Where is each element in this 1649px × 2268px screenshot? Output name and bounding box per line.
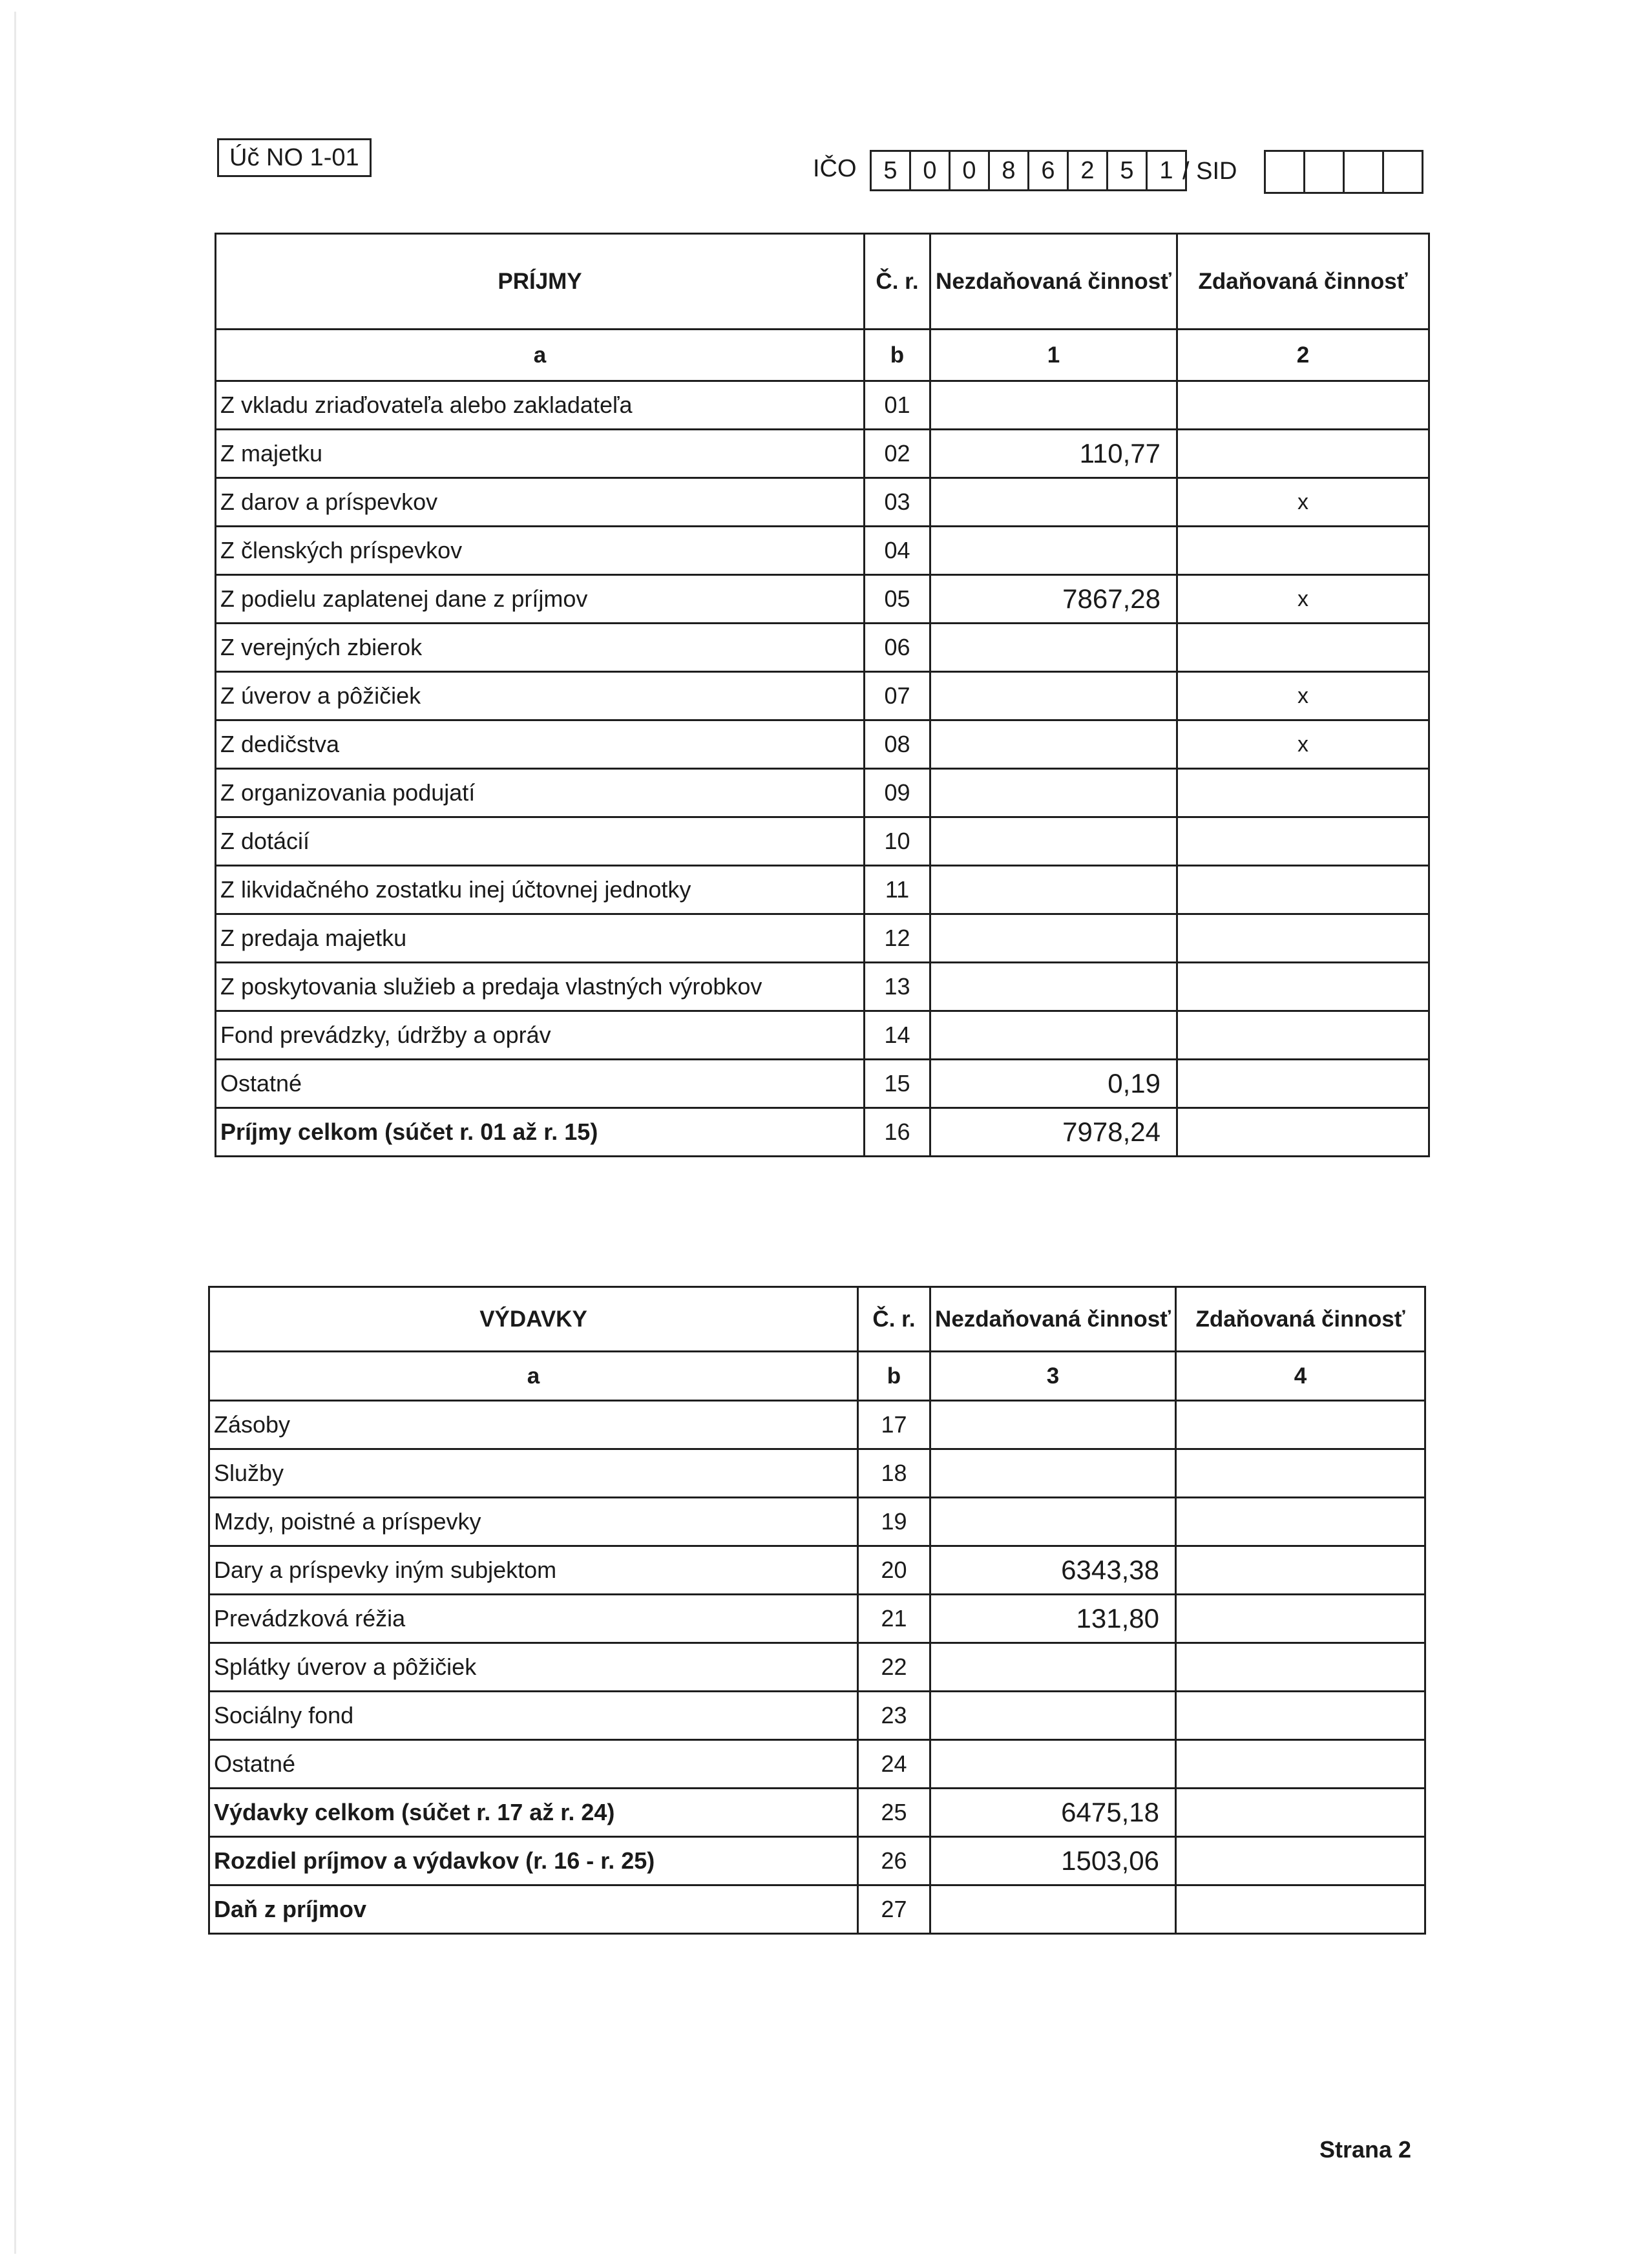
sub-col-b: b <box>865 330 930 381</box>
row-number-header: Č. r. <box>858 1287 930 1352</box>
row-label: Z podielu zaplatenej dane z príjmov <box>216 575 865 624</box>
sub-col-b: b <box>858 1352 930 1401</box>
page-edge <box>14 12 16 2254</box>
table-row <box>209 1546 1425 1595</box>
table-row <box>209 1401 1425 1449</box>
nezdanovana-value[interactable]: 110,77 <box>930 430 1177 478</box>
ico-digit[interactable]: 0 <box>951 152 990 189</box>
row-label: Splátky úverov a pôžičiek <box>209 1643 858 1692</box>
sub-col-3: 3 <box>930 1352 1176 1401</box>
row-number: 02 <box>865 430 930 478</box>
sub-col-2: 2 <box>1177 330 1429 381</box>
table-row <box>216 478 1429 527</box>
prijmy-title: PRÍJMY <box>216 234 865 330</box>
table-row <box>216 672 1429 720</box>
row-label: Z predaja majetku <box>216 914 865 963</box>
zdanovana-value[interactable] <box>1177 1011 1429 1060</box>
nezdanovana-header: Nezdaňovaná činnosť <box>930 234 1177 330</box>
row-number: 07 <box>865 672 930 720</box>
sid-box[interactable] <box>1305 152 1345 192</box>
nezdanovana-value[interactable] <box>930 478 1177 527</box>
ico-digit-boxes <box>870 150 1187 191</box>
vydavky-header-row <box>209 1287 1425 1352</box>
table-row <box>216 430 1429 478</box>
zdanovana-value[interactable] <box>1176 1449 1425 1498</box>
zdanovana-value[interactable] <box>1177 963 1429 1011</box>
row-label: Ostatné <box>209 1740 858 1789</box>
table-row <box>216 624 1429 672</box>
row-number: 13 <box>865 963 930 1011</box>
row-number: 22 <box>858 1643 930 1692</box>
row-label: Fond prevádzky, údržby a opráv <box>216 1011 865 1060</box>
zdanovana-value[interactable] <box>1177 866 1429 914</box>
row-label: Daň z príjmov <box>209 1885 858 1934</box>
row-number: 09 <box>865 769 930 817</box>
table-row <box>216 914 1429 963</box>
nezdanovana-value[interactable]: 131,80 <box>930 1595 1176 1643</box>
zdanovana-value[interactable] <box>1177 1060 1429 1108</box>
sub-col-1: 1 <box>930 330 1177 381</box>
zdanovana-value[interactable] <box>1177 817 1429 866</box>
form-code: Úč NO 1-01 <box>217 138 372 177</box>
table-row <box>216 720 1429 769</box>
nezdanovana-value[interactable] <box>930 1449 1176 1498</box>
nezdanovana-value[interactable]: 1503,06 <box>930 1837 1176 1885</box>
zdanovana-value[interactable] <box>1176 1740 1425 1789</box>
nezdanovana-value[interactable] <box>930 1692 1176 1740</box>
zdanovana-value[interactable] <box>1176 1692 1425 1740</box>
nezdanovana-value[interactable] <box>930 381 1177 430</box>
ico-label: IČO <box>813 155 857 182</box>
zdanovana-value[interactable]: x <box>1177 478 1429 527</box>
vydavky-table <box>208 1286 1426 1935</box>
sid-box[interactable] <box>1345 152 1384 192</box>
nezdanovana-value[interactable]: 7867,28 <box>930 575 1177 624</box>
row-number: 27 <box>858 1885 930 1934</box>
sub-col-a: a <box>209 1352 858 1401</box>
nezdanovana-value[interactable] <box>930 914 1177 963</box>
table-row <box>216 527 1429 575</box>
row-number: 11 <box>865 866 930 914</box>
row-label: Z poskytovania služieb a predaja vlastných výrobkov <box>216 963 865 1011</box>
row-label: Z úverov a pôžičiek <box>216 672 865 720</box>
zdanovana-value[interactable] <box>1177 769 1429 817</box>
ico-digit[interactable]: 5 <box>1108 152 1148 189</box>
row-number: 23 <box>858 1692 930 1740</box>
ico-digit[interactable]: 0 <box>911 152 951 189</box>
zdanovana-header: Zdaňovaná činnosť <box>1176 1287 1425 1352</box>
table-row <box>209 1740 1425 1789</box>
row-number: 24 <box>858 1740 930 1789</box>
zdanovana-value[interactable] <box>1176 1885 1425 1934</box>
row-number: 10 <box>865 817 930 866</box>
zdanovana-value[interactable] <box>1176 1401 1425 1449</box>
table-row <box>209 1643 1425 1692</box>
zdanovana-value[interactable] <box>1177 430 1429 478</box>
row-label: Z darov a príspevkov <box>216 478 865 527</box>
row-number: 19 <box>858 1498 930 1546</box>
zdanovana-value[interactable]: x <box>1177 720 1429 769</box>
ico-digit[interactable]: 5 <box>872 152 911 189</box>
zdanovana-value[interactable] <box>1177 624 1429 672</box>
vydavky-subheader-row <box>209 1352 1425 1401</box>
row-label: Sociálny fond <box>209 1692 858 1740</box>
nezdanovana-value[interactable]: 6475,18 <box>930 1789 1176 1837</box>
sub-col-a: a <box>216 330 865 381</box>
sid-box[interactable] <box>1266 152 1305 192</box>
row-label: Z majetku <box>216 430 865 478</box>
row-label: Služby <box>209 1449 858 1498</box>
row-label: Z verejných zbierok <box>216 624 865 672</box>
zdanovana-value[interactable]: x <box>1177 575 1429 624</box>
nezdanovana-value[interactable] <box>930 527 1177 575</box>
row-number: 12 <box>865 914 930 963</box>
zdanovana-value[interactable] <box>1177 1108 1429 1157</box>
zdanovana-value[interactable] <box>1177 914 1429 963</box>
row-label: Z vkladu zriaďovateľa alebo zakladateľa <box>216 381 865 430</box>
row-number: 08 <box>865 720 930 769</box>
row-number: 04 <box>865 527 930 575</box>
zdanovana-value[interactable] <box>1177 381 1429 430</box>
row-number: 06 <box>865 624 930 672</box>
row-label: Mzdy, poistné a príspevky <box>209 1498 858 1546</box>
row-number: 01 <box>865 381 930 430</box>
zdanovana-value[interactable] <box>1176 1546 1425 1595</box>
zdanovana-value[interactable] <box>1176 1643 1425 1692</box>
table-row <box>216 1060 1429 1108</box>
nezdanovana-value[interactable] <box>930 1401 1176 1449</box>
row-number: 25 <box>858 1789 930 1837</box>
row-number: 16 <box>865 1108 930 1157</box>
ico-digit[interactable]: 1 <box>1159 157 1173 184</box>
nezdanovana-value[interactable] <box>930 1740 1176 1789</box>
table-row <box>209 1595 1425 1643</box>
row-label: Dary a príspevky iným subjektom <box>209 1546 858 1595</box>
ico-digit[interactable]: 6 <box>1029 152 1069 189</box>
page-number: Strana 2 <box>1319 2136 1412 2163</box>
table-row <box>216 575 1429 624</box>
table-row <box>216 769 1429 817</box>
row-number: 26 <box>858 1837 930 1885</box>
table-row <box>216 381 1429 430</box>
sid-label: / SID <box>1182 158 1237 185</box>
row-number: 15 <box>865 1060 930 1108</box>
row-number: 21 <box>858 1595 930 1643</box>
table-row <box>209 1789 1425 1837</box>
table-row <box>209 1449 1425 1498</box>
row-label: Z dotácií <box>216 817 865 866</box>
prijmy-header-row <box>216 234 1429 330</box>
zdanovana-value[interactable] <box>1177 527 1429 575</box>
table-row <box>216 817 1429 866</box>
nezdanovana-value[interactable] <box>930 1643 1176 1692</box>
nezdanovana-value[interactable]: 6343,38 <box>930 1546 1176 1595</box>
nezdanovana-value[interactable] <box>930 963 1177 1011</box>
row-label: Z dedičstva <box>216 720 865 769</box>
row-label: Prevádzková réžia <box>209 1595 858 1643</box>
vydavky-title: VÝDAVKY <box>209 1287 858 1352</box>
nezdanovana-value[interactable]: 0,19 <box>930 1060 1177 1108</box>
zdanovana-header: Zdaňovaná činnosť <box>1177 234 1429 330</box>
row-number-header: Č. r. <box>865 234 930 330</box>
row-label: Výdavky celkom (súčet r. 17 až r. 24) <box>209 1789 858 1837</box>
nezdanovana-value[interactable] <box>930 769 1177 817</box>
table-row <box>216 1011 1429 1060</box>
row-number: 20 <box>858 1546 930 1595</box>
sid-boxes <box>1264 150 1423 194</box>
nezdanovana-value[interactable] <box>930 672 1177 720</box>
row-number: 03 <box>865 478 930 527</box>
prijmy-subheader-row <box>216 330 1429 381</box>
nezdanovana-value[interactable] <box>930 1011 1177 1060</box>
sub-col-4: 4 <box>1176 1352 1425 1401</box>
row-number: 18 <box>858 1449 930 1498</box>
row-label: Ostatné <box>216 1060 865 1108</box>
zdanovana-value[interactable] <box>1176 1837 1425 1885</box>
nezdanovana-value[interactable] <box>930 1885 1176 1934</box>
ico-digit[interactable]: 2 <box>1069 152 1108 189</box>
table-row <box>209 1498 1425 1546</box>
table-row <box>216 963 1429 1011</box>
nezdanovana-value[interactable]: 7978,24 <box>930 1108 1177 1157</box>
nezdanovana-value[interactable] <box>930 817 1177 866</box>
table-row <box>209 1885 1425 1934</box>
nezdanovana-value[interactable] <box>930 720 1177 769</box>
row-label: Z organizovania podujatí <box>216 769 865 817</box>
row-number: 17 <box>858 1401 930 1449</box>
row-label: Z likvidačného zostatku inej účtovnej jednotky <box>216 866 865 914</box>
table-row <box>209 1837 1425 1885</box>
zdanovana-value[interactable] <box>1176 1595 1425 1643</box>
row-number: 14 <box>865 1011 930 1060</box>
prijmy-rows <box>216 381 1429 1157</box>
row-label: Príjmy celkom (súčet r. 01 až r. 15) <box>216 1108 865 1157</box>
nezdanovana-value[interactable] <box>930 624 1177 672</box>
zdanovana-value[interactable] <box>1176 1789 1425 1837</box>
table-row <box>216 866 1429 914</box>
nezdanovana-header: Nezdaňovaná činnosť <box>930 1287 1176 1352</box>
table-row <box>209 1692 1425 1740</box>
row-label: Z členských príspevkov <box>216 527 865 575</box>
row-number: 05 <box>865 575 930 624</box>
nezdanovana-value[interactable] <box>930 866 1177 914</box>
ico-digit[interactable]: 8 <box>990 152 1029 189</box>
sid-box[interactable] <box>1384 152 1422 192</box>
zdanovana-value[interactable]: x <box>1177 672 1429 720</box>
zdanovana-value[interactable] <box>1176 1498 1425 1546</box>
nezdanovana-value[interactable] <box>930 1498 1176 1546</box>
vydavky-rows <box>209 1401 1425 1934</box>
prijmy-table <box>215 233 1430 1157</box>
row-label: Rozdiel príjmov a výdavkov (r. 16 - r. 25) <box>209 1837 858 1885</box>
table-row <box>216 1108 1429 1157</box>
row-label: Zásoby <box>209 1401 858 1449</box>
